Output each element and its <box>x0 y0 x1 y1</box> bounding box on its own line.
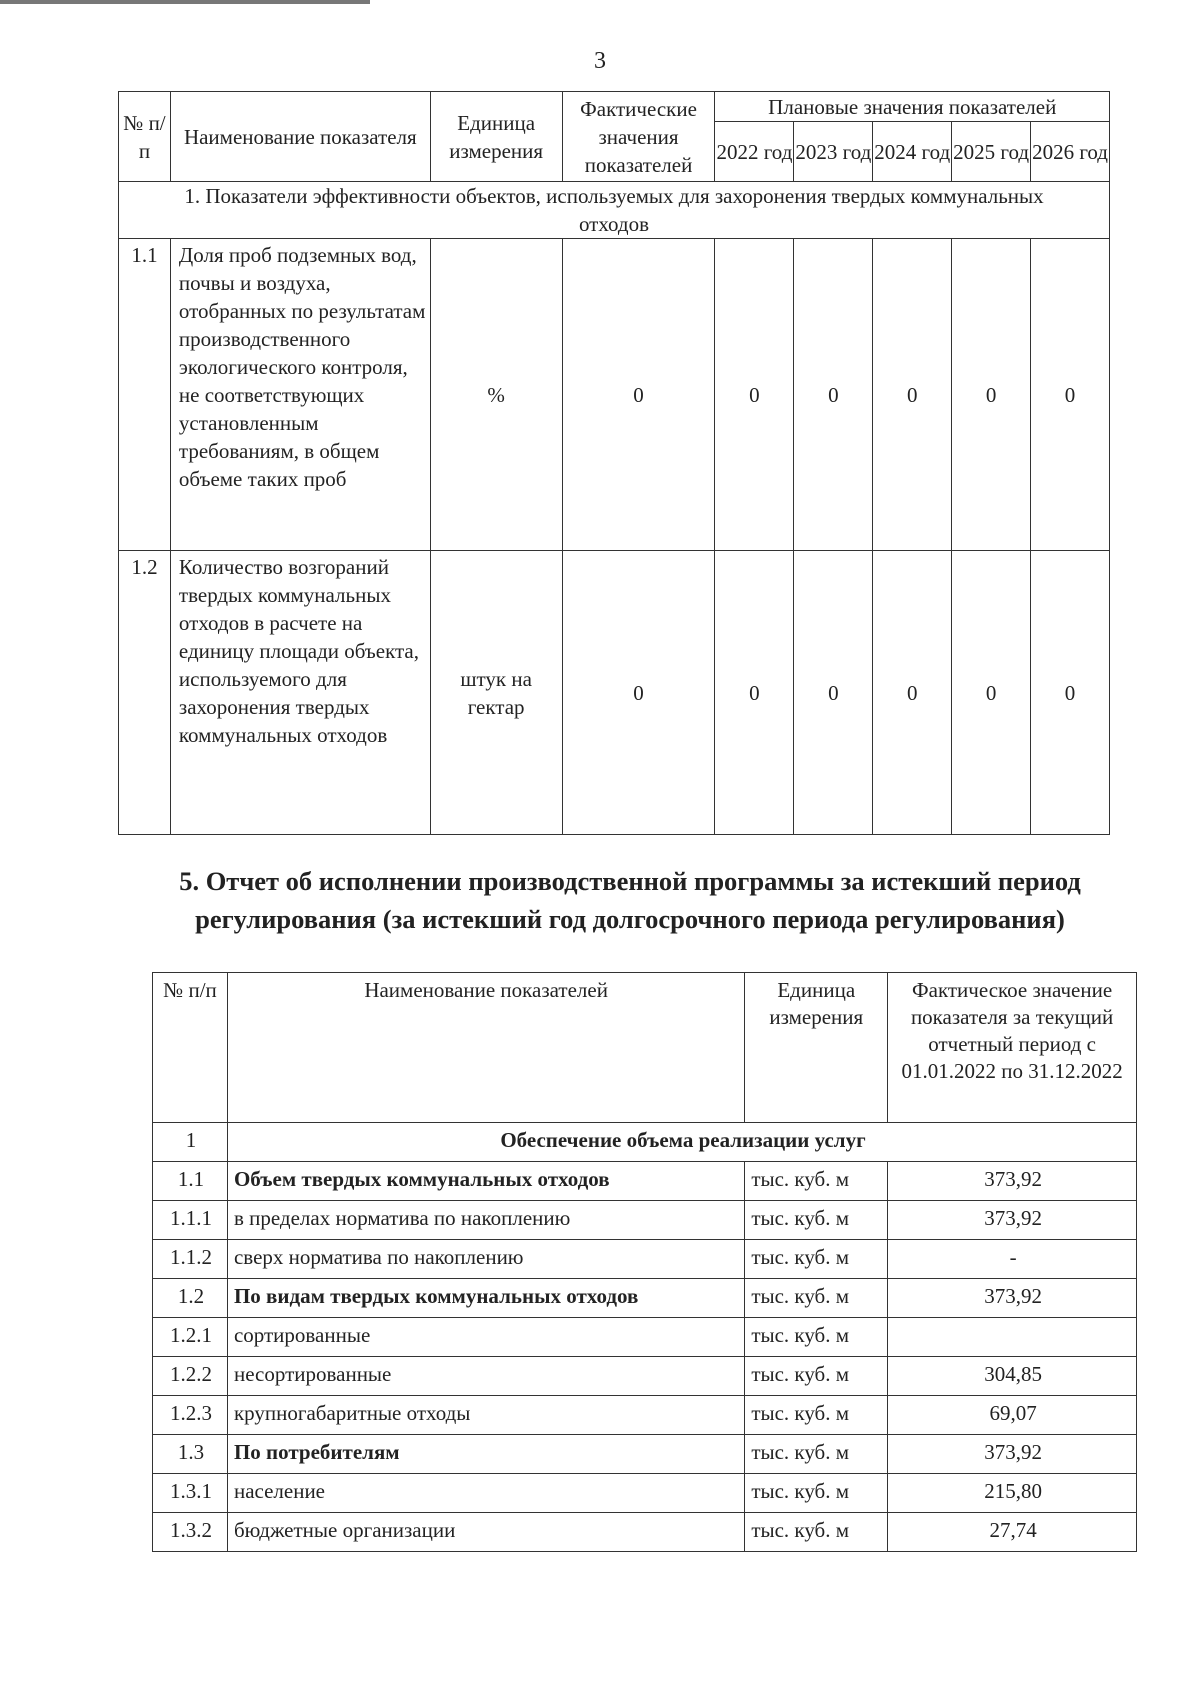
row-unit: тыс. куб. м <box>745 1162 888 1201</box>
row-unit: тыс. куб. м <box>745 1396 888 1435</box>
efficiency-indicators-table <box>118 91 1110 835</box>
row-year-value: 0 <box>794 551 873 835</box>
header-year: 2026 год <box>1031 122 1110 182</box>
row-name: крупногабаритные отходы <box>227 1396 744 1435</box>
section-title: 1. Показатели эффективности объектов, используемых для захоронения твердых коммунальных отходов <box>119 182 1110 239</box>
row-year-value: 0 <box>873 239 952 551</box>
row-name: По видам твердых коммунальных отходов <box>227 1279 744 1318</box>
row-unit: тыс. куб. м <box>745 1279 888 1318</box>
row-name: несортированные <box>227 1357 744 1396</box>
row-num: 1.3 <box>153 1435 228 1474</box>
header-planned: Плановые значения показателей <box>715 92 1110 122</box>
row-name: По потребителям <box>227 1435 744 1474</box>
table-row <box>153 1279 1137 1318</box>
row-name: Объем твердых коммунальных отходов <box>227 1162 744 1201</box>
row-unit: тыс. куб. м <box>745 1201 888 1240</box>
group-title: Обеспечение объема реализации услуг <box>227 1123 1136 1162</box>
row-unit: тыс. куб. м <box>745 1318 888 1357</box>
table-row <box>153 1357 1137 1396</box>
header-year: 2022 год <box>715 122 794 182</box>
table-row <box>153 1318 1137 1357</box>
row-unit: тыс. куб. м <box>745 1357 888 1396</box>
row-unit: тыс. куб. м <box>745 1240 888 1279</box>
table-row <box>119 239 1110 551</box>
row-year-value: 0 <box>1031 551 1110 835</box>
header-name: Наименование показателя <box>170 92 430 182</box>
table-row <box>153 1474 1137 1513</box>
row-name: Количество возгораний твердых коммунальных отходов в расчете на единицу площади объекта, используемого для захоронения твердых коммунальных отходов <box>170 551 430 835</box>
row-name: сортированные <box>227 1318 744 1357</box>
row-year-value: 0 <box>715 239 794 551</box>
row-unit: % <box>430 239 562 551</box>
page-number: 3 <box>594 48 606 74</box>
header-num: № п/п <box>119 92 171 182</box>
row-num: 1.2.3 <box>153 1396 228 1435</box>
row-value: 27,74 <box>888 1513 1137 1552</box>
row-num: 1.2.1 <box>153 1318 228 1357</box>
row-num: 1.2 <box>153 1279 228 1318</box>
row-unit: тыс. куб. м <box>745 1435 888 1474</box>
section-5-heading: 5. Отчет об исполнении производственной программы за истекший период регулирования (за истекший год долгосрочного периода регулирования) <box>179 866 1081 934</box>
header-year: 2025 год <box>952 122 1031 182</box>
header-unit: Единица измерения <box>430 92 562 182</box>
row-actual: 0 <box>562 551 715 835</box>
header-name: Наименование показателей <box>227 973 744 1123</box>
row-value: - <box>888 1240 1137 1279</box>
table-row <box>153 1513 1137 1552</box>
table-row <box>153 1162 1137 1201</box>
row-name: в пределах норматива по накоплению <box>227 1201 744 1240</box>
row-unit: штук на гектар <box>430 551 562 835</box>
row-name: сверх норматива по накоплению <box>227 1240 744 1279</box>
row-year-value: 0 <box>794 239 873 551</box>
row-year-value: 0 <box>715 551 794 835</box>
header-year: 2024 год <box>873 122 952 182</box>
program-report-table <box>152 972 1137 1552</box>
table-row <box>153 1201 1137 1240</box>
row-num: 1.1 <box>153 1162 228 1201</box>
row-year-value: 0 <box>873 551 952 835</box>
header-num: № п/п <box>153 973 228 1123</box>
row-value: 373,92 <box>888 1162 1137 1201</box>
header-unit: Единица измерения <box>745 973 888 1123</box>
table-row <box>153 1435 1137 1474</box>
row-name: население <box>227 1474 744 1513</box>
row-year-value: 0 <box>952 551 1031 835</box>
table-row <box>119 551 1110 835</box>
row-value: 373,92 <box>888 1201 1137 1240</box>
row-num: 1.2.2 <box>153 1357 228 1396</box>
header-value: Фактическое значение показателя за текущий отчетный период с 01.01.2022 по 31.12.2022 <box>888 973 1137 1123</box>
table-row <box>153 1240 1137 1279</box>
row-year-value: 0 <box>1031 239 1110 551</box>
scan-edge-artifact <box>0 0 370 4</box>
row-value: 304,85 <box>888 1357 1137 1396</box>
row-value <box>888 1318 1137 1357</box>
row-unit: тыс. куб. м <box>745 1474 888 1513</box>
row-num: 1.1 <box>119 239 171 551</box>
header-year: 2023 год <box>794 122 873 182</box>
row-value: 215,80 <box>888 1474 1137 1513</box>
row-value: 373,92 <box>888 1279 1137 1318</box>
row-value: 373,92 <box>888 1435 1137 1474</box>
row-num: 1.3.2 <box>153 1513 228 1552</box>
table-row <box>153 1396 1137 1435</box>
row-name: Доля проб подземных вод, почвы и воздуха, отобранных по результатам производственного экологического контроля, не соответствующих установленным требованиям, в общем объеме таких проб <box>170 239 430 551</box>
row-name: бюджетные организации <box>227 1513 744 1552</box>
row-num: 1.3.1 <box>153 1474 228 1513</box>
row-num: 1.1.1 <box>153 1201 228 1240</box>
row-num: 1.2 <box>119 551 171 835</box>
row-year-value: 0 <box>952 239 1031 551</box>
row-unit: тыс. куб. м <box>745 1513 888 1552</box>
row-actual: 0 <box>562 239 715 551</box>
group-num: 1 <box>153 1123 228 1162</box>
row-num: 1.1.2 <box>153 1240 228 1279</box>
row-value: 69,07 <box>888 1396 1137 1435</box>
header-actual: Фактические значения показателей <box>562 92 715 182</box>
